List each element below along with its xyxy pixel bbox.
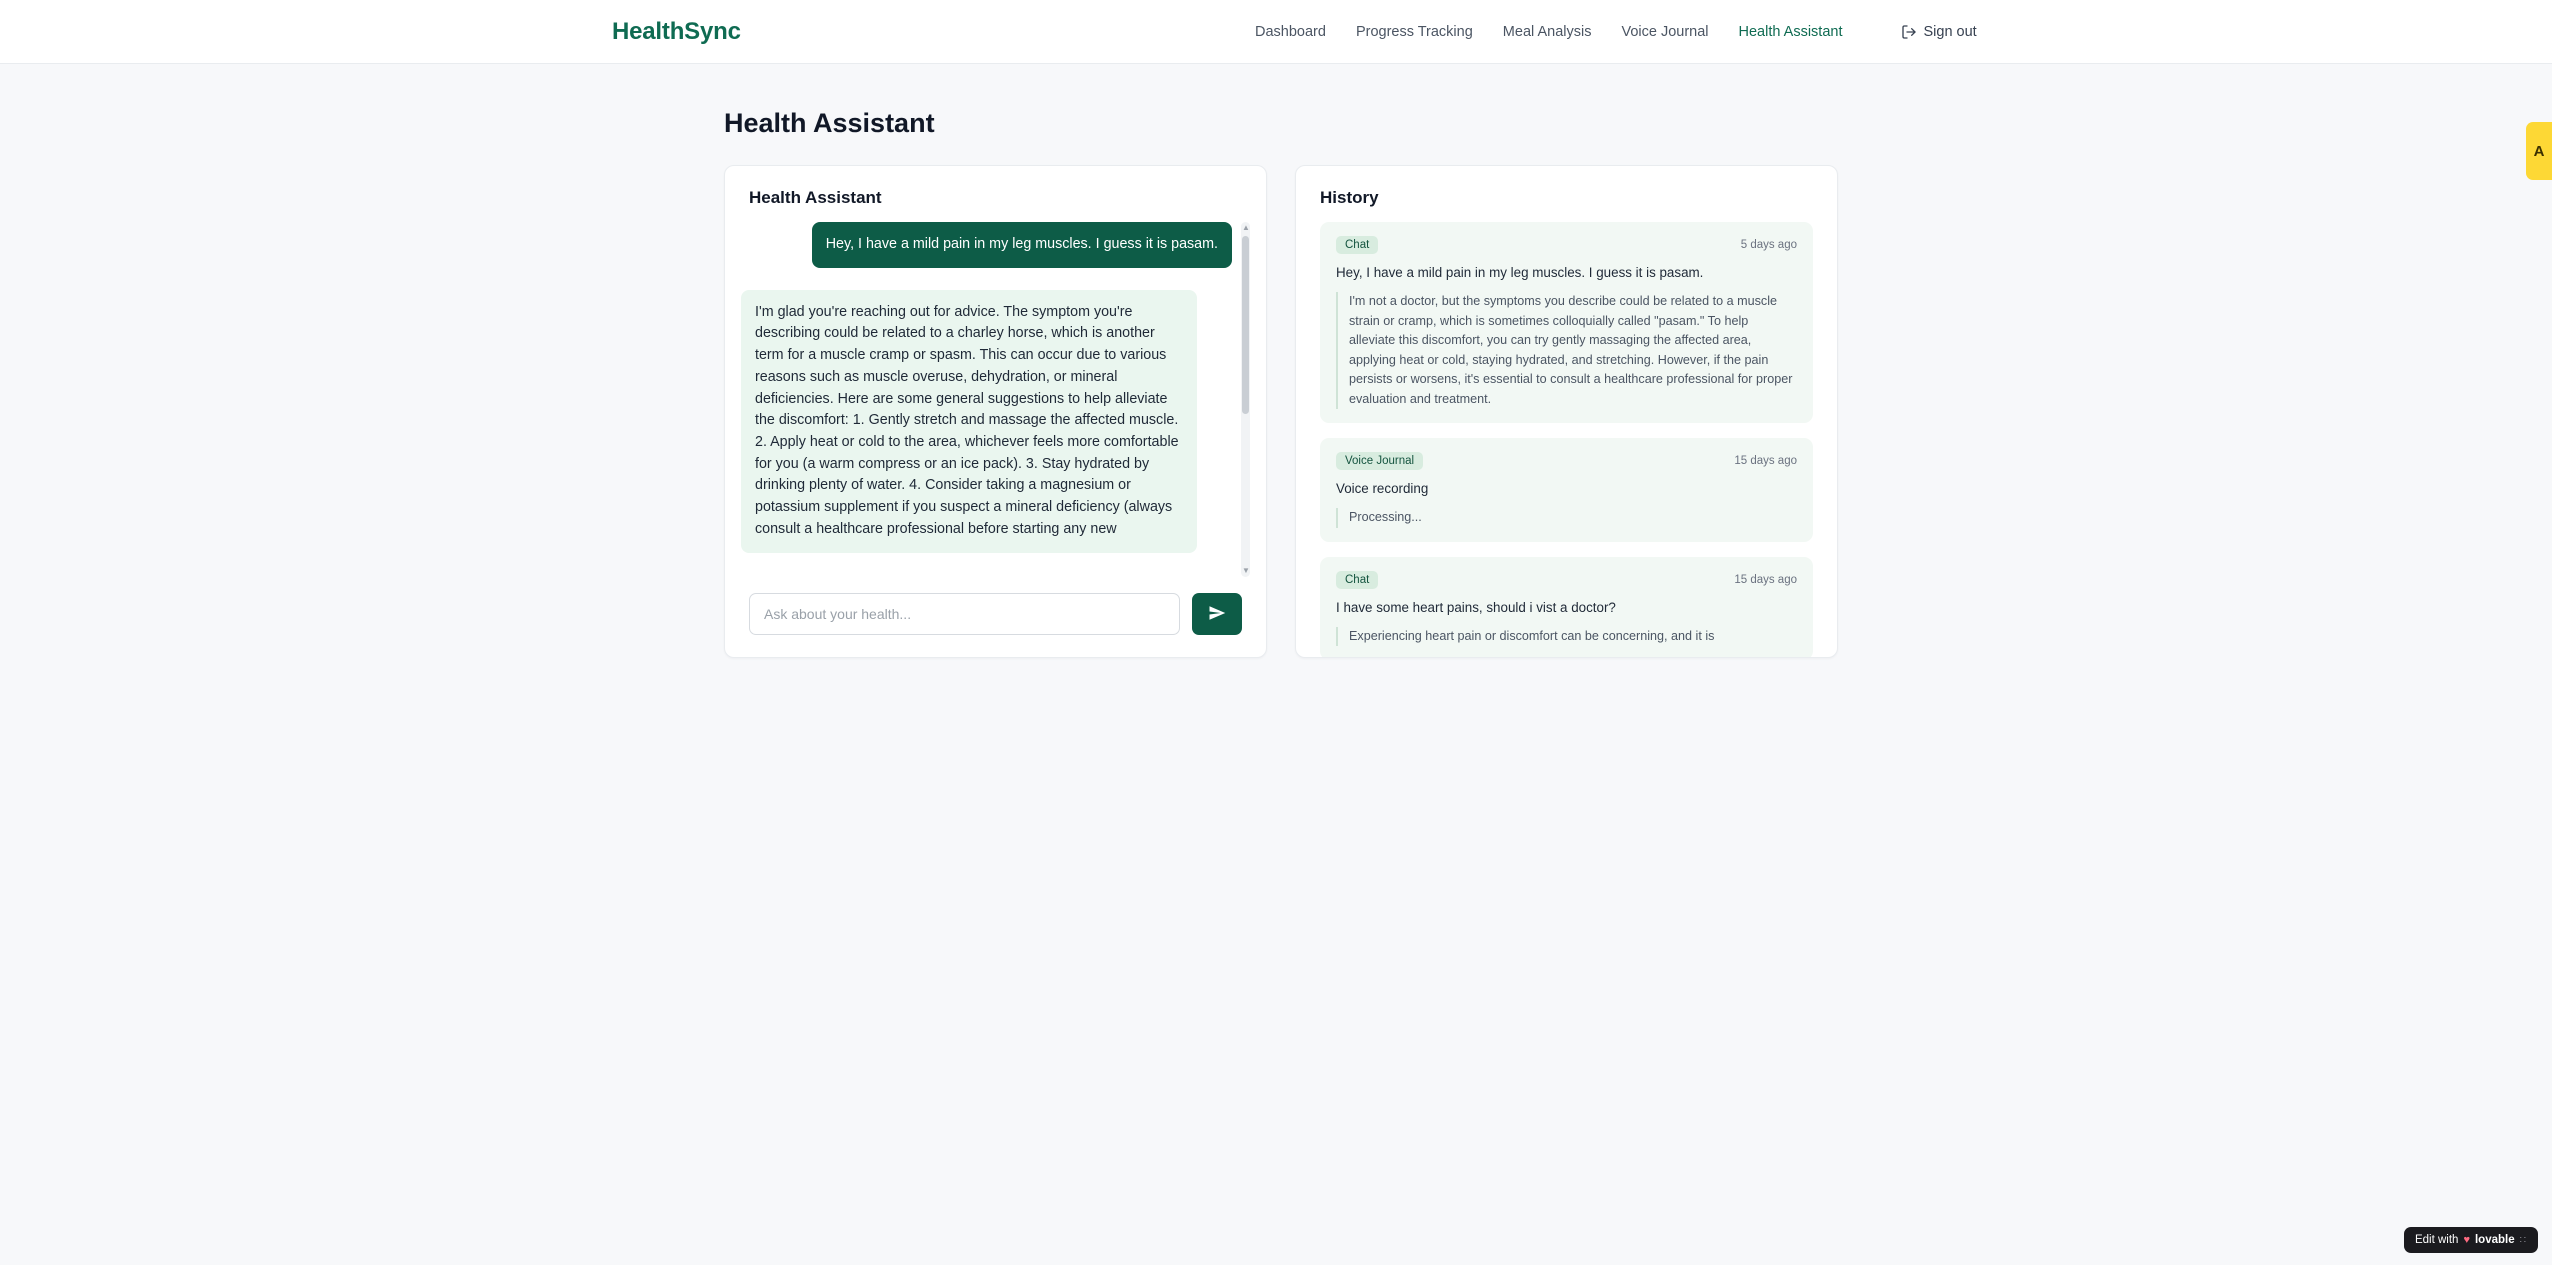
nav-item-meal-analysis[interactable]: Meal Analysis — [1502, 23, 1592, 40]
history-card-title: History — [1320, 188, 1379, 207]
accessibility-tab-button[interactable]: A — [2526, 122, 2552, 180]
edit-badge-prefix: Edit with — [2414, 1234, 2459, 1246]
assistant-card-title: Health Assistant — [749, 188, 882, 207]
nav-item-health-assistant[interactable]: Health Assistant — [1738, 23, 1843, 40]
scroll-up-icon[interactable]: ▲ — [1242, 223, 1250, 232]
primary-nav — [1255, 24, 1977, 40]
history-question: I have some heart pains, should i vist a doctor? — [1336, 599, 1616, 615]
history-item-header — [1336, 571, 1797, 589]
send-icon — [1208, 604, 1226, 625]
send-button[interactable] — [1192, 593, 1242, 635]
history-list — [1296, 222, 1837, 658]
page-title: Health Assistant — [724, 108, 935, 138]
history-question: Hey, I have a mild pain in my leg muscles. I guess it is pasam. — [1336, 265, 1704, 280]
scroll-down-icon[interactable]: ▼ — [1242, 566, 1250, 575]
history-timestamp: 15 days ago — [1734, 455, 1797, 468]
history-card — [1295, 165, 1838, 658]
edit-badge-menu-icon[interactable]: ∷ — [2519, 1234, 2527, 1246]
history-item-header — [1336, 452, 1797, 470]
chat-scroll-area[interactable] — [741, 222, 1250, 577]
chat-messages — [741, 222, 1250, 553]
history-timestamp: 15 days ago — [1734, 573, 1797, 586]
nav-item-dashboard[interactable]: Dashboard — [1255, 23, 1326, 40]
sign-out-label: Sign out — [1923, 23, 1977, 40]
chat-scrollbar[interactable] — [1241, 222, 1250, 577]
chat-bubble-assistant: I'm glad you're reaching out for advice. The symptom you're describing could be related to a charley horse, which is another term for a muscle cramp or spasm. This can occur due to various reasons such as muscle overuse, dehydration, or mineral deficiencies. Here are some general suggestions to help alleviate the discomfort: 1. Gently stretch and massage the affected muscle. 2. Apply heat or cold to the area, whichever feels more comfortable for you (a warm compress or an ice pack). 3. Stay hydrated by drinking plenty of water. 4. Consider taking a magnesium or potassium supplement if you suspect a mineral deficiency (always consult a healthcare professional before starting any new — [741, 290, 1197, 553]
history-item[interactable] — [1320, 222, 1813, 423]
chat-scrollbar-thumb[interactable] — [1242, 236, 1249, 414]
chat-composer — [725, 577, 1266, 657]
history-answer: I'm not a doctor, but the symptoms you describe could be related to a muscle strain or cramp, which is sometimes colloquially called "pasam." To help alleviate this discomfort, you can try gently massaging the affected area, applying heat or cold, staying hydrated, and stretching. However, if the pain persists or worsens, it's essential to consult a healthcare professional for proper evaluation and treatment. — [1336, 292, 1797, 409]
top-navbar — [0, 0, 2552, 64]
page-body — [0, 64, 2552, 658]
history-badge: Chat — [1336, 571, 1378, 589]
history-answer: Processing... — [1336, 508, 1797, 528]
history-item[interactable] — [1320, 438, 1813, 542]
nav-item-voice-journal[interactable]: Voice Journal — [1621, 23, 1709, 40]
history-timestamp: 5 days ago — [1740, 239, 1797, 251]
brand-logo[interactable]: HealthSync — [612, 17, 741, 45]
chat-message-assistant — [741, 290, 1232, 553]
history-item[interactable] — [1320, 557, 1813, 658]
assistant-card — [724, 165, 1267, 658]
history-question: Voice recording — [1336, 481, 1429, 497]
history-badge: Voice Journal — [1336, 452, 1423, 470]
edit-badge-brand: lovable — [2474, 1234, 2515, 1246]
edit-with-lovable-badge[interactable] — [2404, 1227, 2538, 1253]
chat-input[interactable] — [749, 593, 1180, 635]
history-badge: Chat — [1336, 236, 1378, 254]
logout-icon — [1901, 24, 1917, 40]
chat-bubble-user: Hey, I have a mild pain in my leg muscles. I guess it is pasam. — [812, 222, 1232, 268]
nav-item-progress-tracking[interactable]: Progress Tracking — [1355, 23, 1473, 40]
content-columns — [724, 165, 2552, 658]
heart-icon: ♥ — [2463, 1234, 2470, 1246]
chat-message-user — [741, 222, 1232, 268]
history-item-header — [1336, 236, 1797, 254]
history-answer: Experiencing heart pain or discomfort can be concerning, and it is — [1336, 627, 1797, 647]
sign-out-button[interactable] — [1901, 24, 1977, 40]
